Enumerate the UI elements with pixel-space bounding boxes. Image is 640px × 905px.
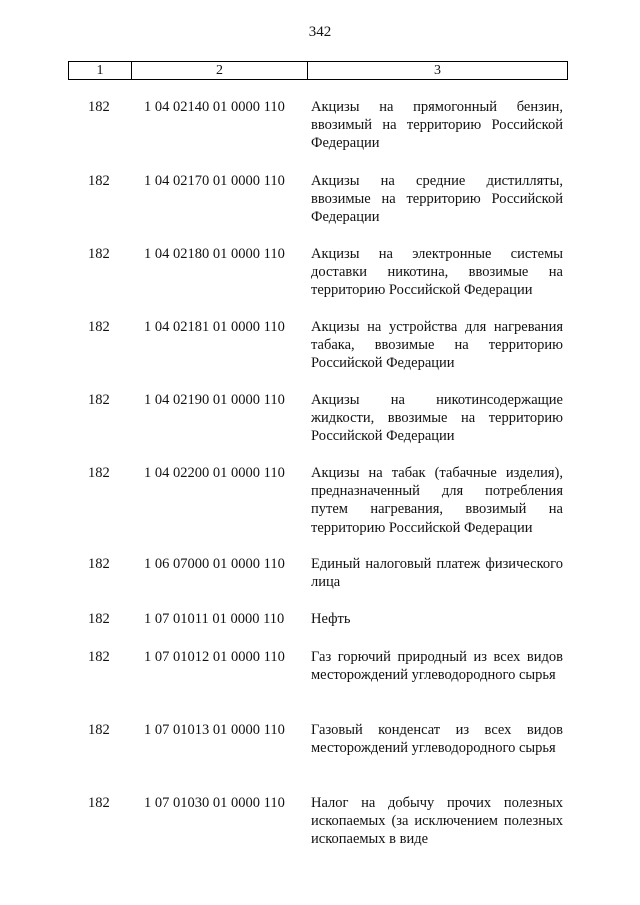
admin-code: 182 <box>88 611 110 627</box>
budget-classification-code: 1 04 02181 01 0000 110 <box>144 319 285 335</box>
admin-code: 182 <box>88 556 110 572</box>
admin-code: 182 <box>88 465 110 481</box>
income-name: Газовый конденсат из всех видов месторождений углеводородного сырья <box>311 722 563 757</box>
income-name: Акцизы на электронные системы доставки никотина, ввозимые на территорию Российской Федерации <box>311 246 563 299</box>
income-name: Акцизы на табак (табачные изделия), предназначенный для потребления путем нагревания, ввозимый на территорию Российской Федерации <box>311 465 563 536</box>
income-name: Акцизы на прямогонный бензин, ввозимый на территорию Российской Федерации <box>311 99 563 152</box>
admin-code: 182 <box>88 246 110 262</box>
budget-classification-code: 1 07 01013 01 0000 110 <box>144 722 285 738</box>
income-name: Акцизы на никотинсодержащие жидкости, ввозимые на территорию Российской Федерации <box>311 392 563 445</box>
header-col-3: 3 <box>434 62 441 78</box>
income-name: Акцизы на средние дистилляты, ввозимые на территорию Российской Федерации <box>311 173 563 226</box>
admin-code: 182 <box>88 795 110 811</box>
budget-classification-code: 1 04 02170 01 0000 110 <box>144 173 285 189</box>
budget-classification-code: 1 04 02190 01 0000 110 <box>144 392 285 408</box>
income-name: Газ горючий природный из всех видов месторождений углеводородного сырья <box>311 649 563 684</box>
admin-code: 182 <box>88 173 110 189</box>
admin-code: 182 <box>88 722 110 738</box>
income-name: Нефть <box>311 611 351 627</box>
income-name: Налог на добычу прочих полезных ископаемых (за исключением полезных ископаемых в виде <box>311 795 563 848</box>
admin-code: 182 <box>88 319 110 335</box>
budget-classification-code: 1 07 01011 01 0000 110 <box>144 611 285 627</box>
income-name: Единый налоговый платеж физического лица <box>311 556 563 591</box>
budget-classification-code: 1 04 02200 01 0000 110 <box>144 465 285 481</box>
table-header <box>68 61 568 80</box>
admin-code: 182 <box>88 392 110 408</box>
admin-code: 182 <box>88 649 110 665</box>
header-col-1: 1 <box>69 62 132 79</box>
income-name: Акцизы на устройства для нагревания табака, ввозимые на территорию Российской Федерации <box>311 319 563 372</box>
header-col-2: 2 <box>132 62 308 79</box>
page-number: 342 <box>308 24 332 40</box>
budget-classification-code: 1 07 01030 01 0000 110 <box>144 795 285 811</box>
budget-classification-code: 1 04 02180 01 0000 110 <box>144 246 285 262</box>
budget-classification-code: 1 04 02140 01 0000 110 <box>144 99 285 115</box>
budget-classification-code: 1 07 01012 01 0000 110 <box>144 649 285 665</box>
admin-code: 182 <box>88 99 110 115</box>
budget-classification-code: 1 06 07000 01 0000 110 <box>144 556 285 572</box>
